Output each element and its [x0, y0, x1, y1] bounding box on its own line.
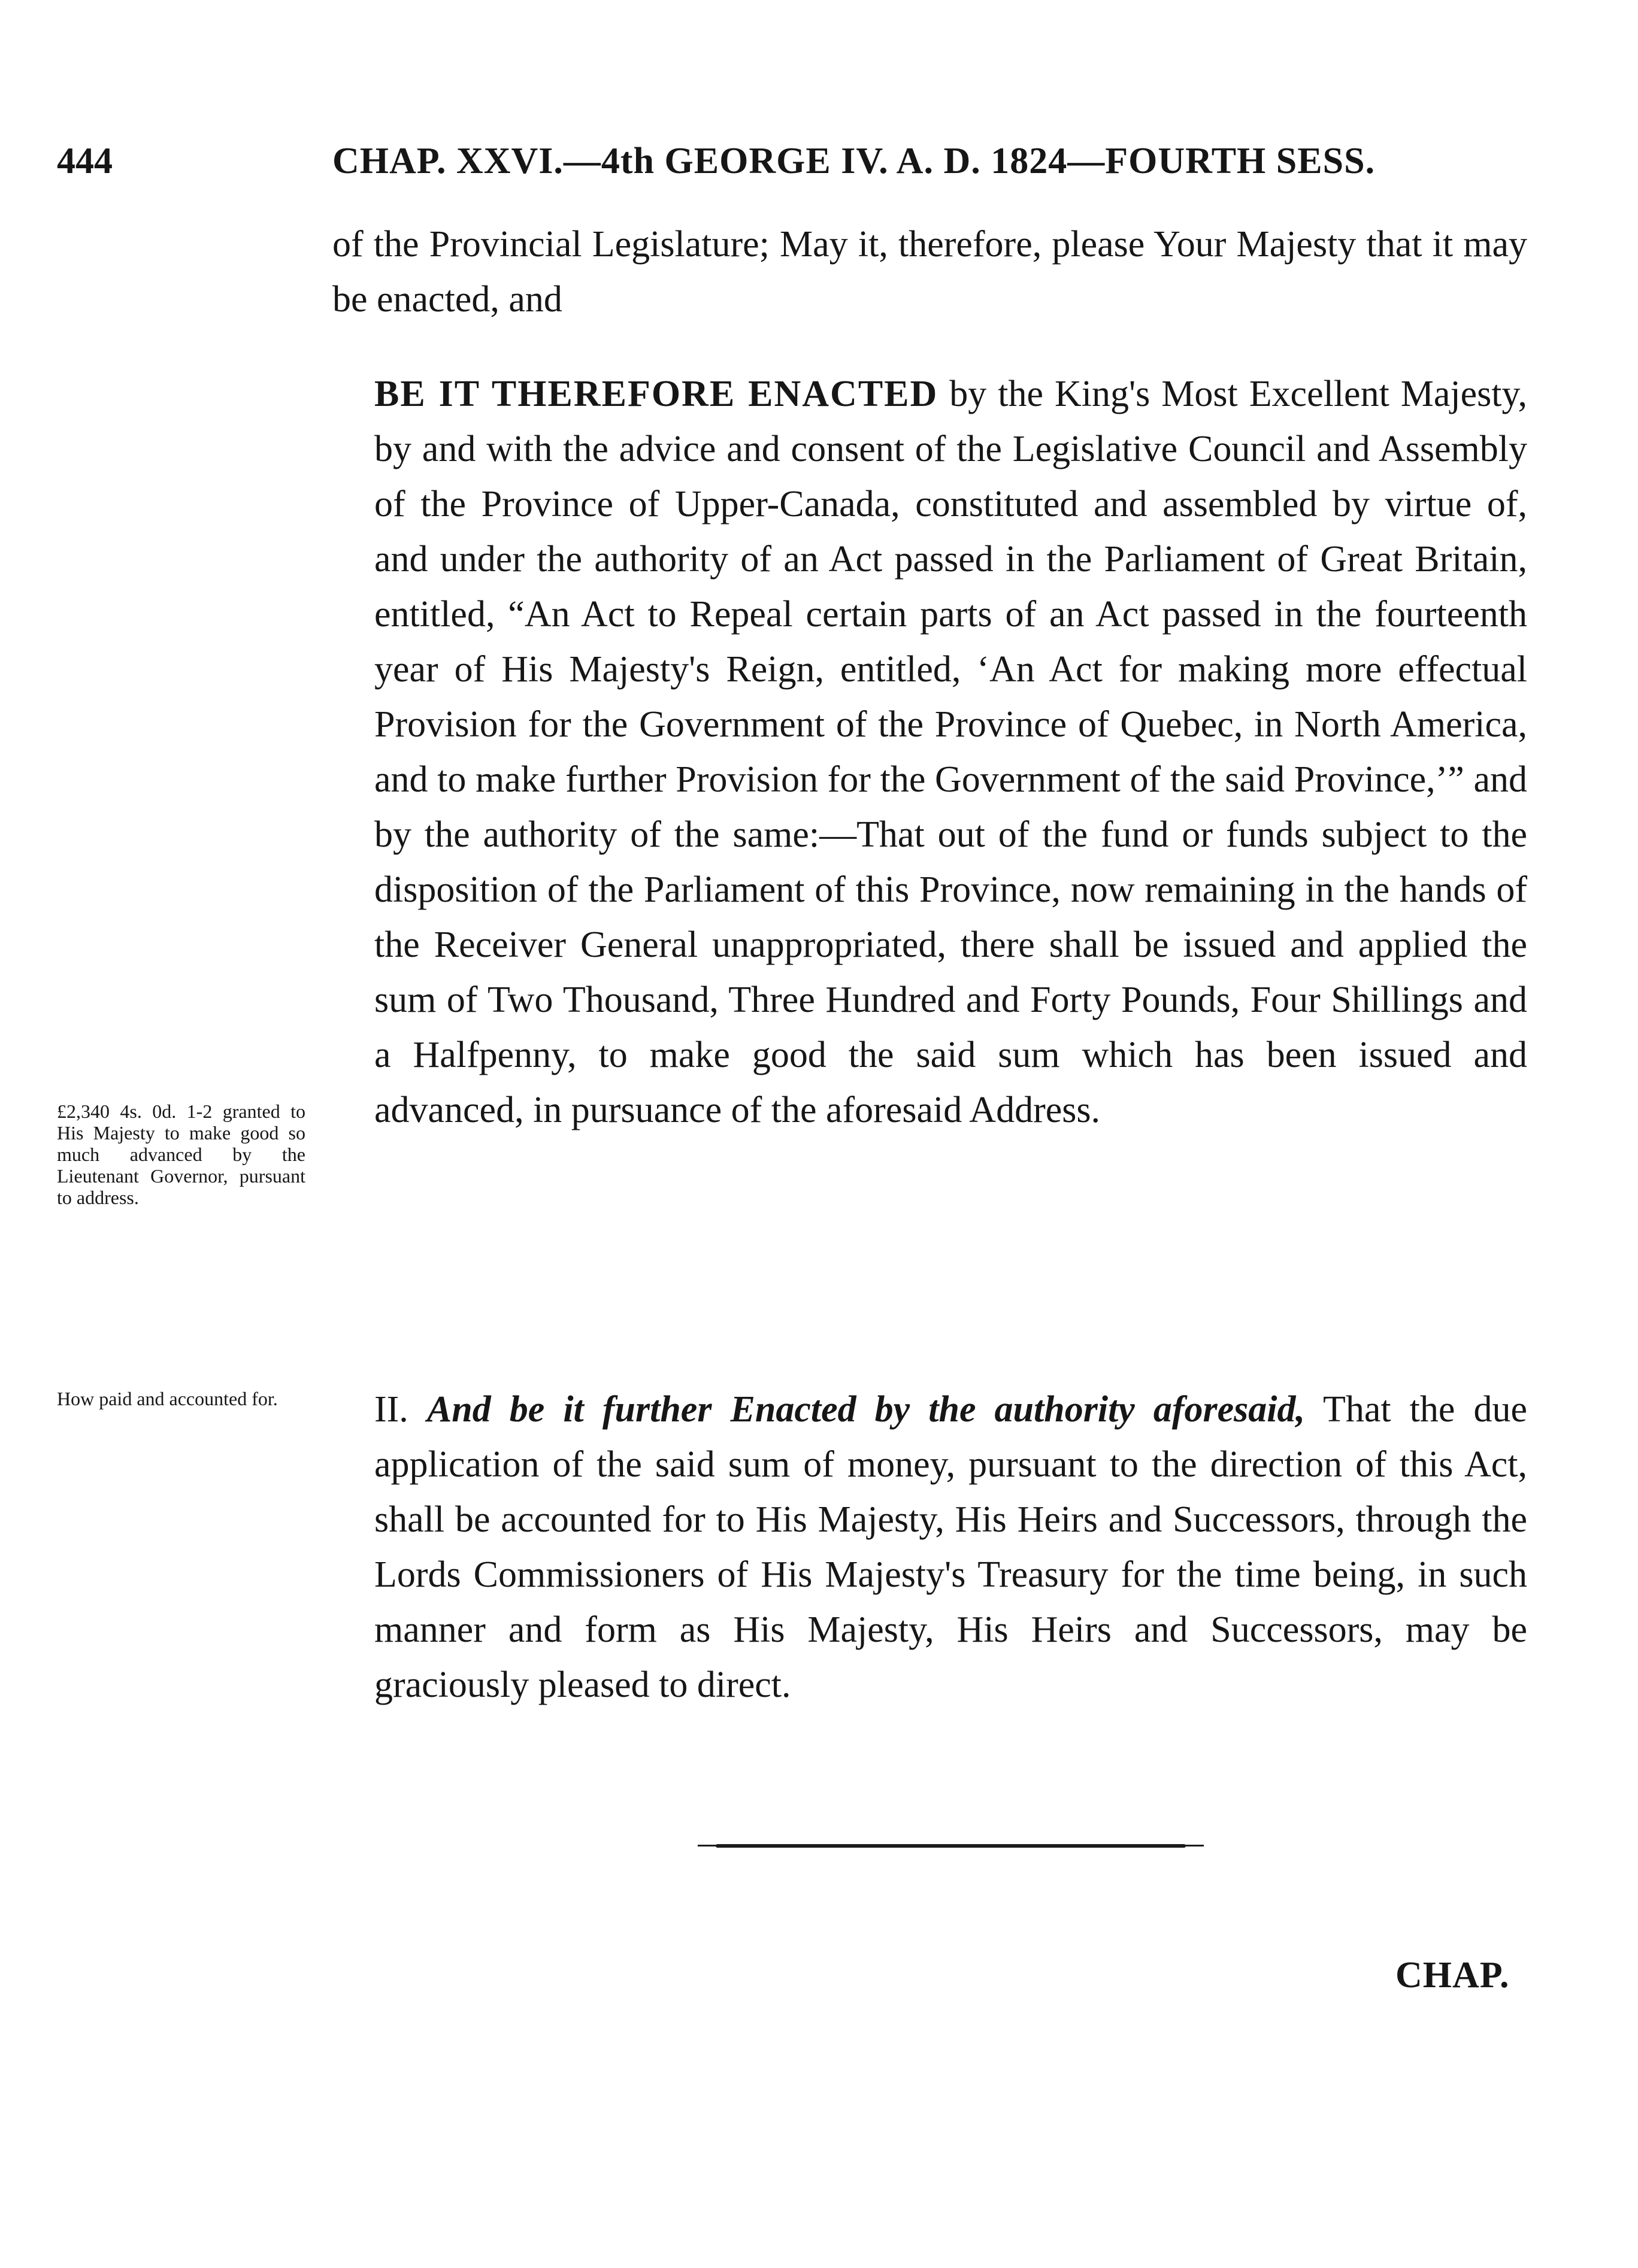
margin-note-grant: £2,340 4s. 0d. 1-2 granted to His Majesty to make good so much advanced by the Lieutenant Governor, pursuant to address.	[57, 1100, 305, 1208]
section-number: II.	[374, 1389, 408, 1430]
section-2-lead: And be it further Enacted by the authority aforesaid,	[426, 1389, 1306, 1430]
section-2-paragraph	[332, 1382, 1527, 1712]
intro-paragraph	[332, 217, 1527, 327]
enacting-paragraph	[332, 366, 1527, 1138]
intro-text: of the Provincial Legislature; May it, therefore, please Your Majesty that it may be enacted, and	[332, 224, 1527, 320]
margin-note-accounting: How paid and accounted for.	[57, 1388, 278, 1409]
enacting-clause-lead: BE IT THEREFORE ENACTED	[374, 374, 938, 414]
section-2-text: That the due application of the said sum of money, pursuant to the direction of this Act, shall be accounted for to His Majesty, His Heirs and Successors, through the Lords Commissioners of His Majesty's Treasury for the time being, in such manner and form as His Majesty, His Heirs and Successors, may be graciously pleased to direct.	[374, 1389, 1527, 1705]
enacting-clause-text: by the King's Most Excellent Majesty, by and with the advice and consent of the Legislative Council and Assembly of the Province of Upper-Canada, constituted and assembled by virtue of, and under the authority of an Act passed in the Parliament of Great Britain, entitled, “An Act to Repeal certain parts of an Act passed in the fourteenth year of His Majesty's Reign, entitled, ‘An Act for making more effectual Provision for the Government of the Province of Quebec, in North America, and to make further Provision for the Government of the said Province,’” and by the authority of the same:—That out of the fund or funds subject to the disposition of the Parliament of this Province, now remaining in the hands of the Receiver General unappropriated, there shall be issued and applied the sum of Two Thousand, Three Hundred and Forty Pounds, Four Shillings and a Halfpenny, to make good the said sum which has been issued and advanced, in pursuance of the aforesaid Address.	[374, 374, 1527, 1130]
running-header: CHAP. XXVI.—4th GEORGE IV. A. D. 1824—FOURTH SESS.	[332, 141, 1376, 181]
catchword: CHAP.	[1395, 1955, 1510, 1996]
page-number: 444	[57, 141, 113, 181]
section-divider-rule	[716, 1844, 1186, 1848]
